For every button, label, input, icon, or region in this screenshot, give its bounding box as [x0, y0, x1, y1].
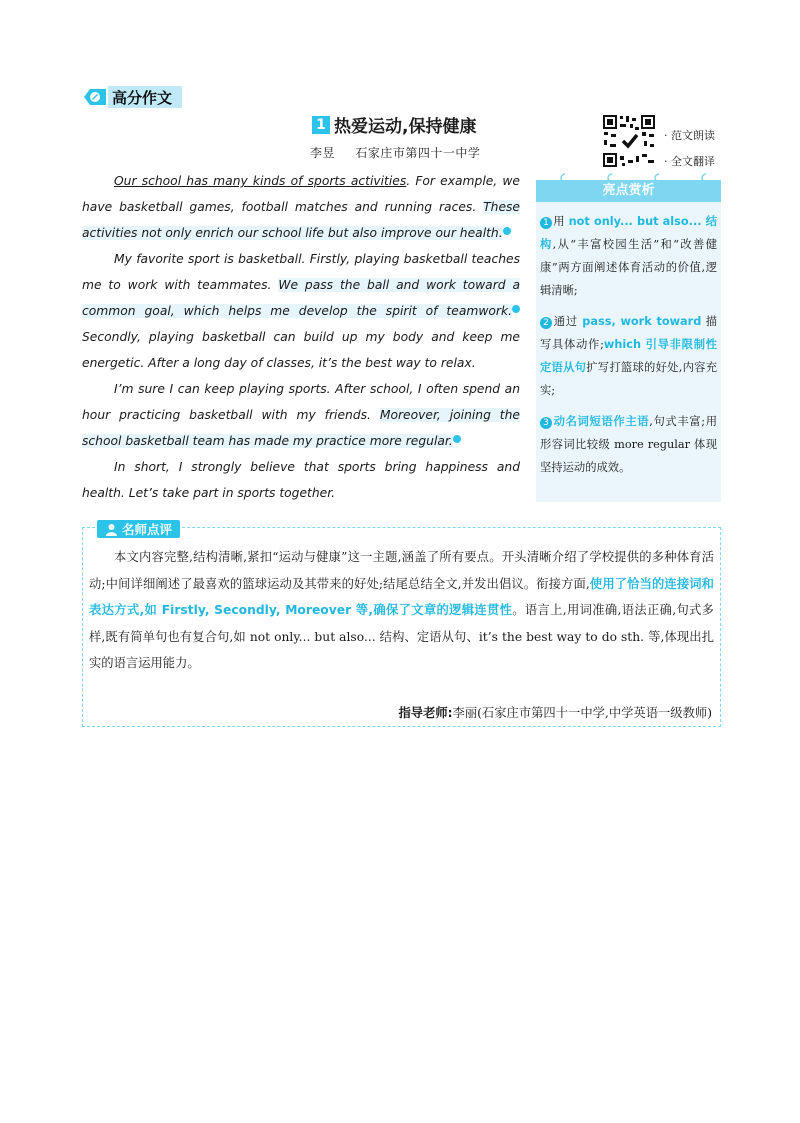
comment-text: [89, 544, 714, 677]
highlight-keyword: not only... but also... 结构: [540, 215, 717, 251]
highlight-number: 2: [540, 317, 552, 329]
qr-labels: [664, 123, 715, 175]
section-banner: [82, 85, 182, 109]
essay-paragraph: [82, 376, 520, 454]
essay-sentence: . For example, we have basketball games, football matches and running races.: [82, 174, 520, 214]
person-icon: [105, 523, 118, 536]
comment-tab-label: 名师点评: [122, 522, 173, 537]
highlights-panel: [536, 180, 721, 502]
author-school: 石家庄市第四十一中学: [355, 146, 481, 160]
highlight-marker-3: 3: [453, 435, 461, 443]
article-number: 1: [312, 116, 330, 134]
article-title: [312, 112, 476, 137]
comment-emphasis: 使用了恰当的连接词和表达方式,如 Firstly, Secondly, Moreover 等,确保了文章的逻辑连贯性: [89, 576, 714, 617]
essay-paragraph: [82, 246, 520, 376]
highlight-item: [540, 410, 717, 479]
highlights-title: 亮点赏析: [536, 180, 721, 202]
highlight-keyword: pass, work toward: [582, 315, 702, 328]
essay-sentence: Secondly, playing basketball can build up my body and keep me energetic. After a long day of classes, it’s the best way to relax.: [82, 330, 520, 370]
author-line: [310, 144, 496, 161]
author-name: 李昱: [310, 146, 336, 160]
comment-tab: [97, 520, 180, 538]
highlight-item: [540, 310, 717, 402]
highlight-text: 扩写打篮球的好处,内容充实;: [540, 361, 717, 397]
highlight-text: 描写具体动作;: [540, 315, 717, 351]
highlight-text: 用: [553, 215, 569, 228]
essay-body: [82, 168, 520, 506]
article-title-text: 热爱运动,保持健康: [334, 117, 477, 137]
section-label: 高分作文: [108, 86, 182, 108]
comment-sentence: 。语言上,用词准确,语法正确,句式多样,既有简单句也有复合句,如 not only... but also... 结构、定语从句、it’s the best way to do sth. 等,体现出扎实的语言运用能力。: [89, 603, 714, 670]
essay-sentence: Our school has many kinds of sports activities: [114, 174, 407, 188]
highlight-text: ,句式丰富;用形容词比较级 more regular 体现坚持运动的成效。: [540, 415, 717, 474]
essay-paragraph: In short, I strongly believe that sports bring happiness and health. Let’s take part in sports together.: [82, 460, 520, 500]
highlight-number: 1: [540, 217, 552, 229]
highlights-body: [536, 202, 721, 479]
highlight-marker-1: [503, 227, 511, 235]
teacher-name: 李丽(石家庄市第四十一中学,中学英语一级教师): [452, 706, 712, 720]
highlight-keyword: which 引导非限制性定语从句: [540, 338, 717, 374]
essay-sentence: My favorite sport is basketball. Firstly, playing basketball teaches me to work with teammates.: [82, 252, 520, 292]
qr-code[interactable]: [602, 114, 656, 168]
highlight-item: [540, 210, 717, 302]
pencil-icon: [82, 85, 108, 109]
highlighted-sentence: These activities not only enrich our school life but also improve our health.: [82, 200, 520, 240]
essay-sentence: I’m sure I can keep playing sports. After school, I often spend an hour practicing basketball with my friends.: [82, 382, 520, 422]
teacher-comment-box: [82, 522, 721, 727]
comment-sentence: 本文内容完整,结构清晰,紧扣“运动与健康”这一主题,涵盖了所有要点。开头清晰介绍了学校提供的多种体育活动;中间详细阐述了最喜欢的篮球运动及其带来的好处;结尾总结全文,并发出倡议。衔接方面,: [89, 550, 714, 591]
highlight-text: 通过: [553, 315, 583, 328]
highlighted-sentence: We pass the ball and work toward a common goal, which helps me develop the spirit of teamwork.: [82, 278, 520, 318]
highlight-text: ,从“丰富校园生活”和“改善健康”两方面阐述体育活动的价值,逻辑清晰;: [540, 238, 717, 297]
highlighted-sentence: Moreover, joining the school basketball team has made my practice more regular.: [82, 408, 520, 448]
highlight-marker-2: [512, 305, 520, 313]
teacher-label: 指导老师:: [398, 706, 453, 720]
teacher-credit: [398, 703, 712, 721]
highlight-number: 3: [540, 417, 552, 429]
qr-read-label[interactable]: · 范文朗读: [664, 129, 715, 142]
qr-translate-label[interactable]: · 全文翻译: [664, 155, 715, 168]
highlight-keyword: 动名词短语作主语: [553, 415, 650, 428]
essay-paragraph: [82, 168, 520, 246]
